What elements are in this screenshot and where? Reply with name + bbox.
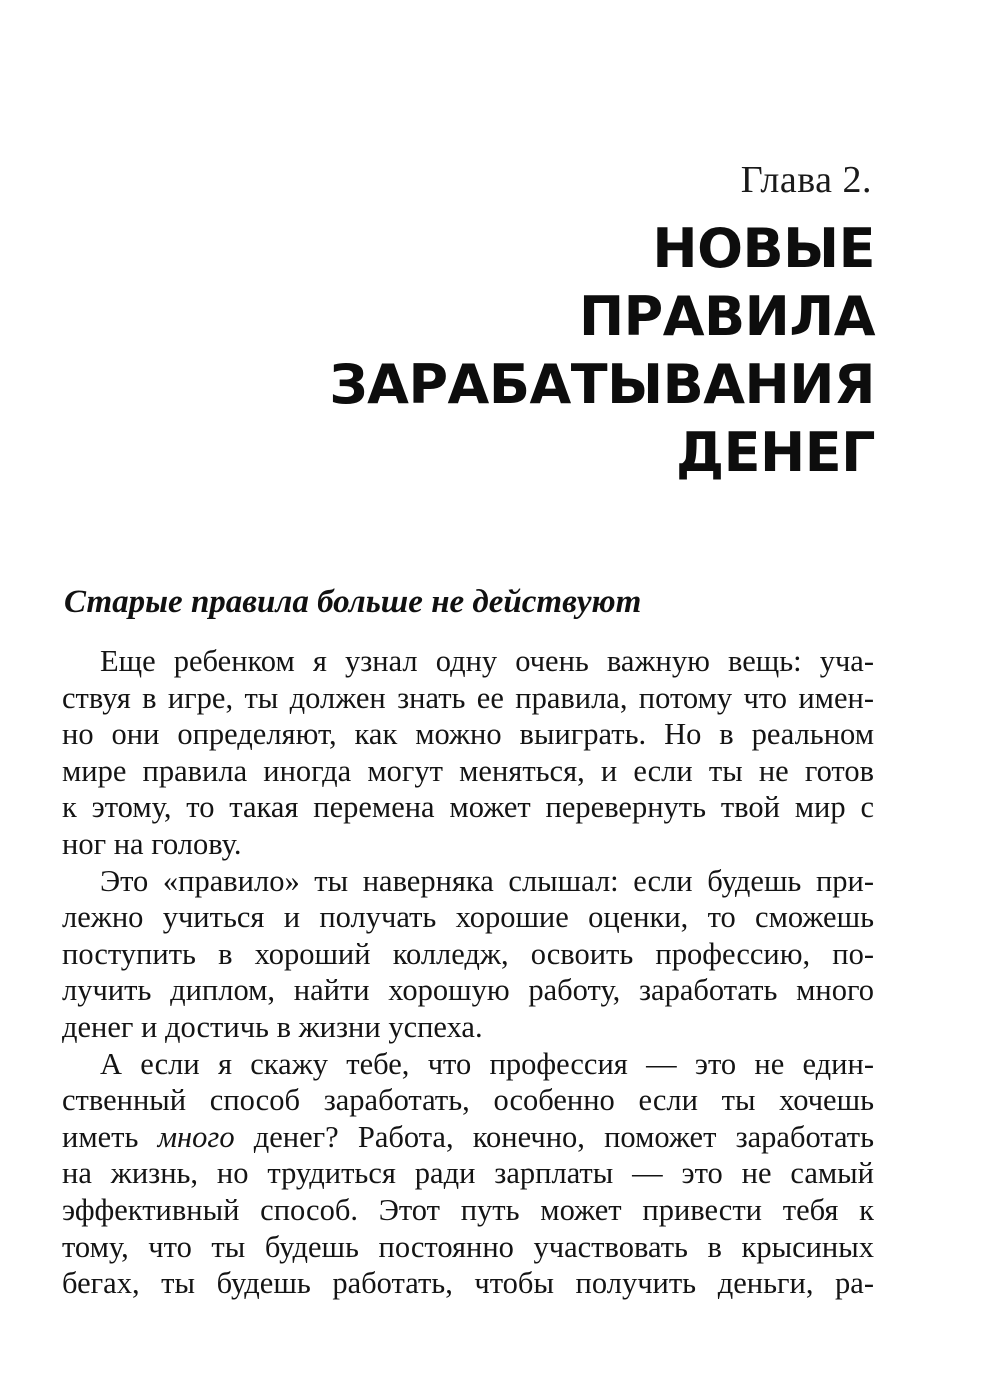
paragraph	[62, 863, 874, 1046]
text-line: лежно учиться и получать хорошие оценки, то сможешь	[62, 900, 874, 935]
chapter-title	[175, 215, 875, 487]
section-heading: Старые правила больше не действуют	[64, 584, 642, 620]
text-fragment: иметь	[62, 1119, 158, 1154]
chapter-title-line: ДЕНЕГ	[676, 421, 875, 484]
paragraph	[62, 1046, 874, 1302]
text-fragment: денег? Работа, конечно, поможет заработать	[234, 1119, 874, 1154]
text-line: ственный способ заработать, особенно если ты хочешь	[62, 1083, 874, 1118]
text-line: А если я скажу тебе, что профессия — это не един-	[100, 1046, 874, 1081]
text-line: Это «правило» ты наверняка слышал: если будешь при-	[100, 863, 874, 898]
text-line: ног на голову.	[62, 826, 242, 861]
text-line-mixed	[62, 1119, 874, 1156]
text-line: денег и достичь в жизни успеха.	[62, 1009, 483, 1044]
text-line: лучить диплом, найти хорошую работу, заработать много	[62, 973, 874, 1008]
text-line: тому, что ты будешь постоянно участвовать в крысиных	[62, 1229, 874, 1264]
text-line: мире правила иногда могут меняться, и если ты не готов	[62, 753, 874, 788]
chapter-title-line: ЗАРАБАТЫВАНИЯ	[329, 353, 875, 416]
chapter-label: Глава 2.	[740, 159, 872, 201]
emphasized-word: много	[157, 1119, 235, 1154]
text-line: поступить в хороший колледж, освоить профессию, по-	[62, 936, 874, 971]
text-line: Еще ребенком я узнал одну очень важную вещь: уча-	[100, 644, 874, 678]
text-line: ствуя в игре, ты должен знать ее правила, потому что имен-	[62, 680, 874, 715]
text-line: эффективный способ. Этот путь может привести тебя к	[62, 1192, 874, 1227]
chapter-title-line: НОВЫЕ	[652, 217, 875, 280]
text-line: но они определяют, как можно выиграть. Но в реальном	[62, 717, 874, 752]
chapter-title-line: ПРАВИЛА	[578, 285, 875, 348]
body-text	[62, 643, 874, 1302]
text-line: к этому, то такая перемена может перевернуть твой мир с	[62, 790, 874, 825]
paragraph	[62, 643, 874, 863]
text-line: на жизнь, но трудиться ради зарплаты — это не самый	[62, 1156, 874, 1191]
text-line: бегах, ты будешь работать, чтобы получить деньги, ра-	[62, 1266, 874, 1301]
